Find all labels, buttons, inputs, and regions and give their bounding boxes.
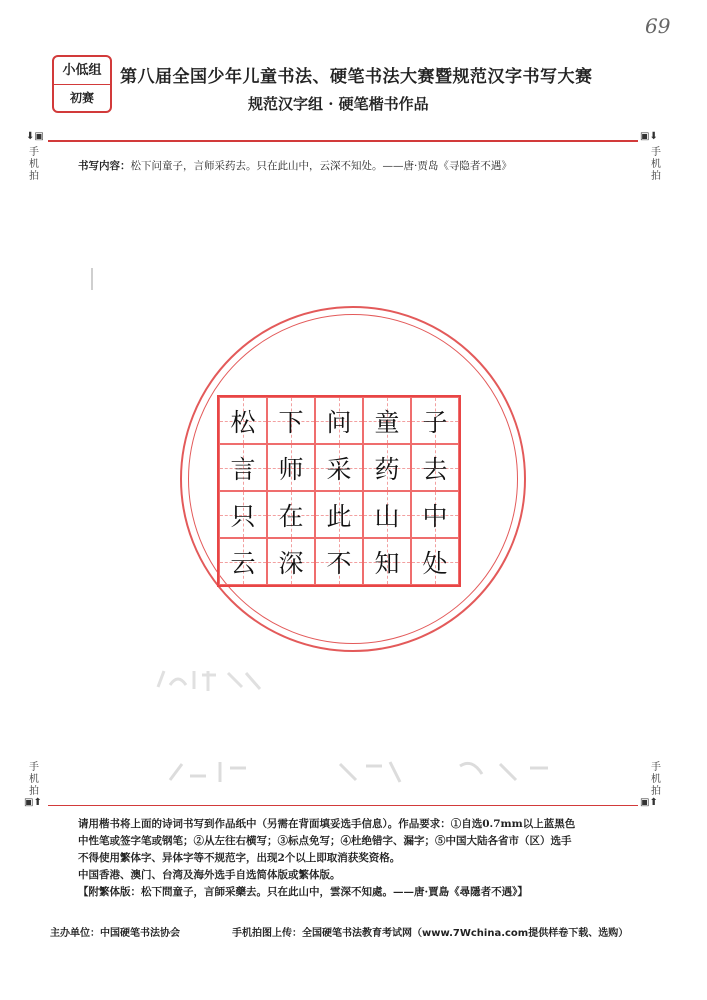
instructions: [78, 816, 638, 901]
bleed-through-marks-upper: [150, 665, 270, 695]
grid-cell: 师: [267, 444, 315, 491]
camera-icon-top-right: ▣⬇: [640, 131, 658, 142]
instruction-line: 请用楷书将上面的诗词书写到作品纸中（另需在背面填妥选手信息）。作品要求：①自选0.7mm以上蓝黑色: [78, 818, 576, 830]
grid-cell: 松: [219, 397, 267, 444]
writing-content-label: 书写内容：: [78, 160, 131, 172]
phone-shoot-label-top-right: 手 机 拍: [651, 147, 661, 182]
competition-subtitle: 规范汉字组 · 硬笔楷书作品: [248, 95, 429, 113]
bottom-divider-line: [48, 805, 638, 806]
phone-shoot-label-bottom-right: 手 机 拍: [651, 762, 661, 797]
grid-cell: 山: [363, 491, 411, 538]
writing-content: [78, 158, 512, 173]
grid-cell: 言: [219, 444, 267, 491]
camera-icon-bottom-right: ▣⬆: [640, 797, 658, 808]
camera-icon-bottom-left: ▣⬆: [24, 797, 42, 808]
group-badge: [52, 55, 112, 113]
faint-pen-mark: [91, 268, 93, 290]
grid-cell: 此: [315, 491, 363, 538]
organizer-text: 主办单位：中国硬笔书法协会: [50, 928, 180, 939]
grid-cell: 采: [315, 444, 363, 491]
stage-label: 初赛: [69, 91, 94, 105]
phone-shoot-label-top-left: 手 机 拍: [29, 147, 39, 182]
grid-cell: 深: [267, 538, 315, 585]
bleed-through-marks-lower: [160, 756, 580, 788]
competition-title: 第八届全国少年儿童书法、硬笔书法大赛暨规范汉字书写大赛: [120, 67, 593, 87]
phone-shoot-label-bottom-left: 手 机 拍: [29, 762, 39, 797]
writing-grid: [217, 395, 461, 587]
grid-cell: 童: [363, 397, 411, 444]
writing-content-text: 松下问童子，言师采药去。只在此山中，云深不知处。——唐·贾岛《寻隐者不遇》: [130, 160, 512, 172]
instruction-line: 不得使用繁体字、异体字等不规范字，出现2个以上即取消获奖资格。: [78, 852, 401, 864]
grid-cell: 只: [219, 491, 267, 538]
upload-info-text: 手机拍图上传：全国硬笔书法教育考试网（www.7Wchina.com提供样卷下载、选购）: [232, 928, 629, 939]
top-divider-line: [48, 140, 638, 142]
grid-cell: 子: [411, 397, 459, 444]
instruction-line: 中性笔或签字笔或钢笔；②从左往右横写；③标点免写；④杜绝错字、漏字；⑤中国大陆各省市（区）选手: [78, 835, 572, 847]
grid-cell: 药: [363, 444, 411, 491]
grid-cell: 在: [267, 491, 315, 538]
grid-cell: 云: [219, 538, 267, 585]
grid-cell: 去: [411, 444, 459, 491]
grid-cell: 不: [315, 538, 363, 585]
instruction-line: 【附繁体版：松下問童子，言師采藥去。只在此山中，雲深不知處。——唐·賈島《尋隱者不遇》】: [78, 886, 528, 898]
page-number: 69: [645, 14, 671, 38]
instruction-line: 中国香港、澳门、台湾及海外选手自选简体版或繁体版。: [78, 869, 341, 881]
group-label: 小低组: [54, 57, 110, 85]
camera-icon-top-left: ⬇▣: [26, 131, 44, 142]
grid-cell: 处: [411, 538, 459, 585]
grid-cell: 问: [315, 397, 363, 444]
grid-cell: 下: [267, 397, 315, 444]
grid-cell: 知: [363, 538, 411, 585]
grid-cell: 中: [411, 491, 459, 538]
